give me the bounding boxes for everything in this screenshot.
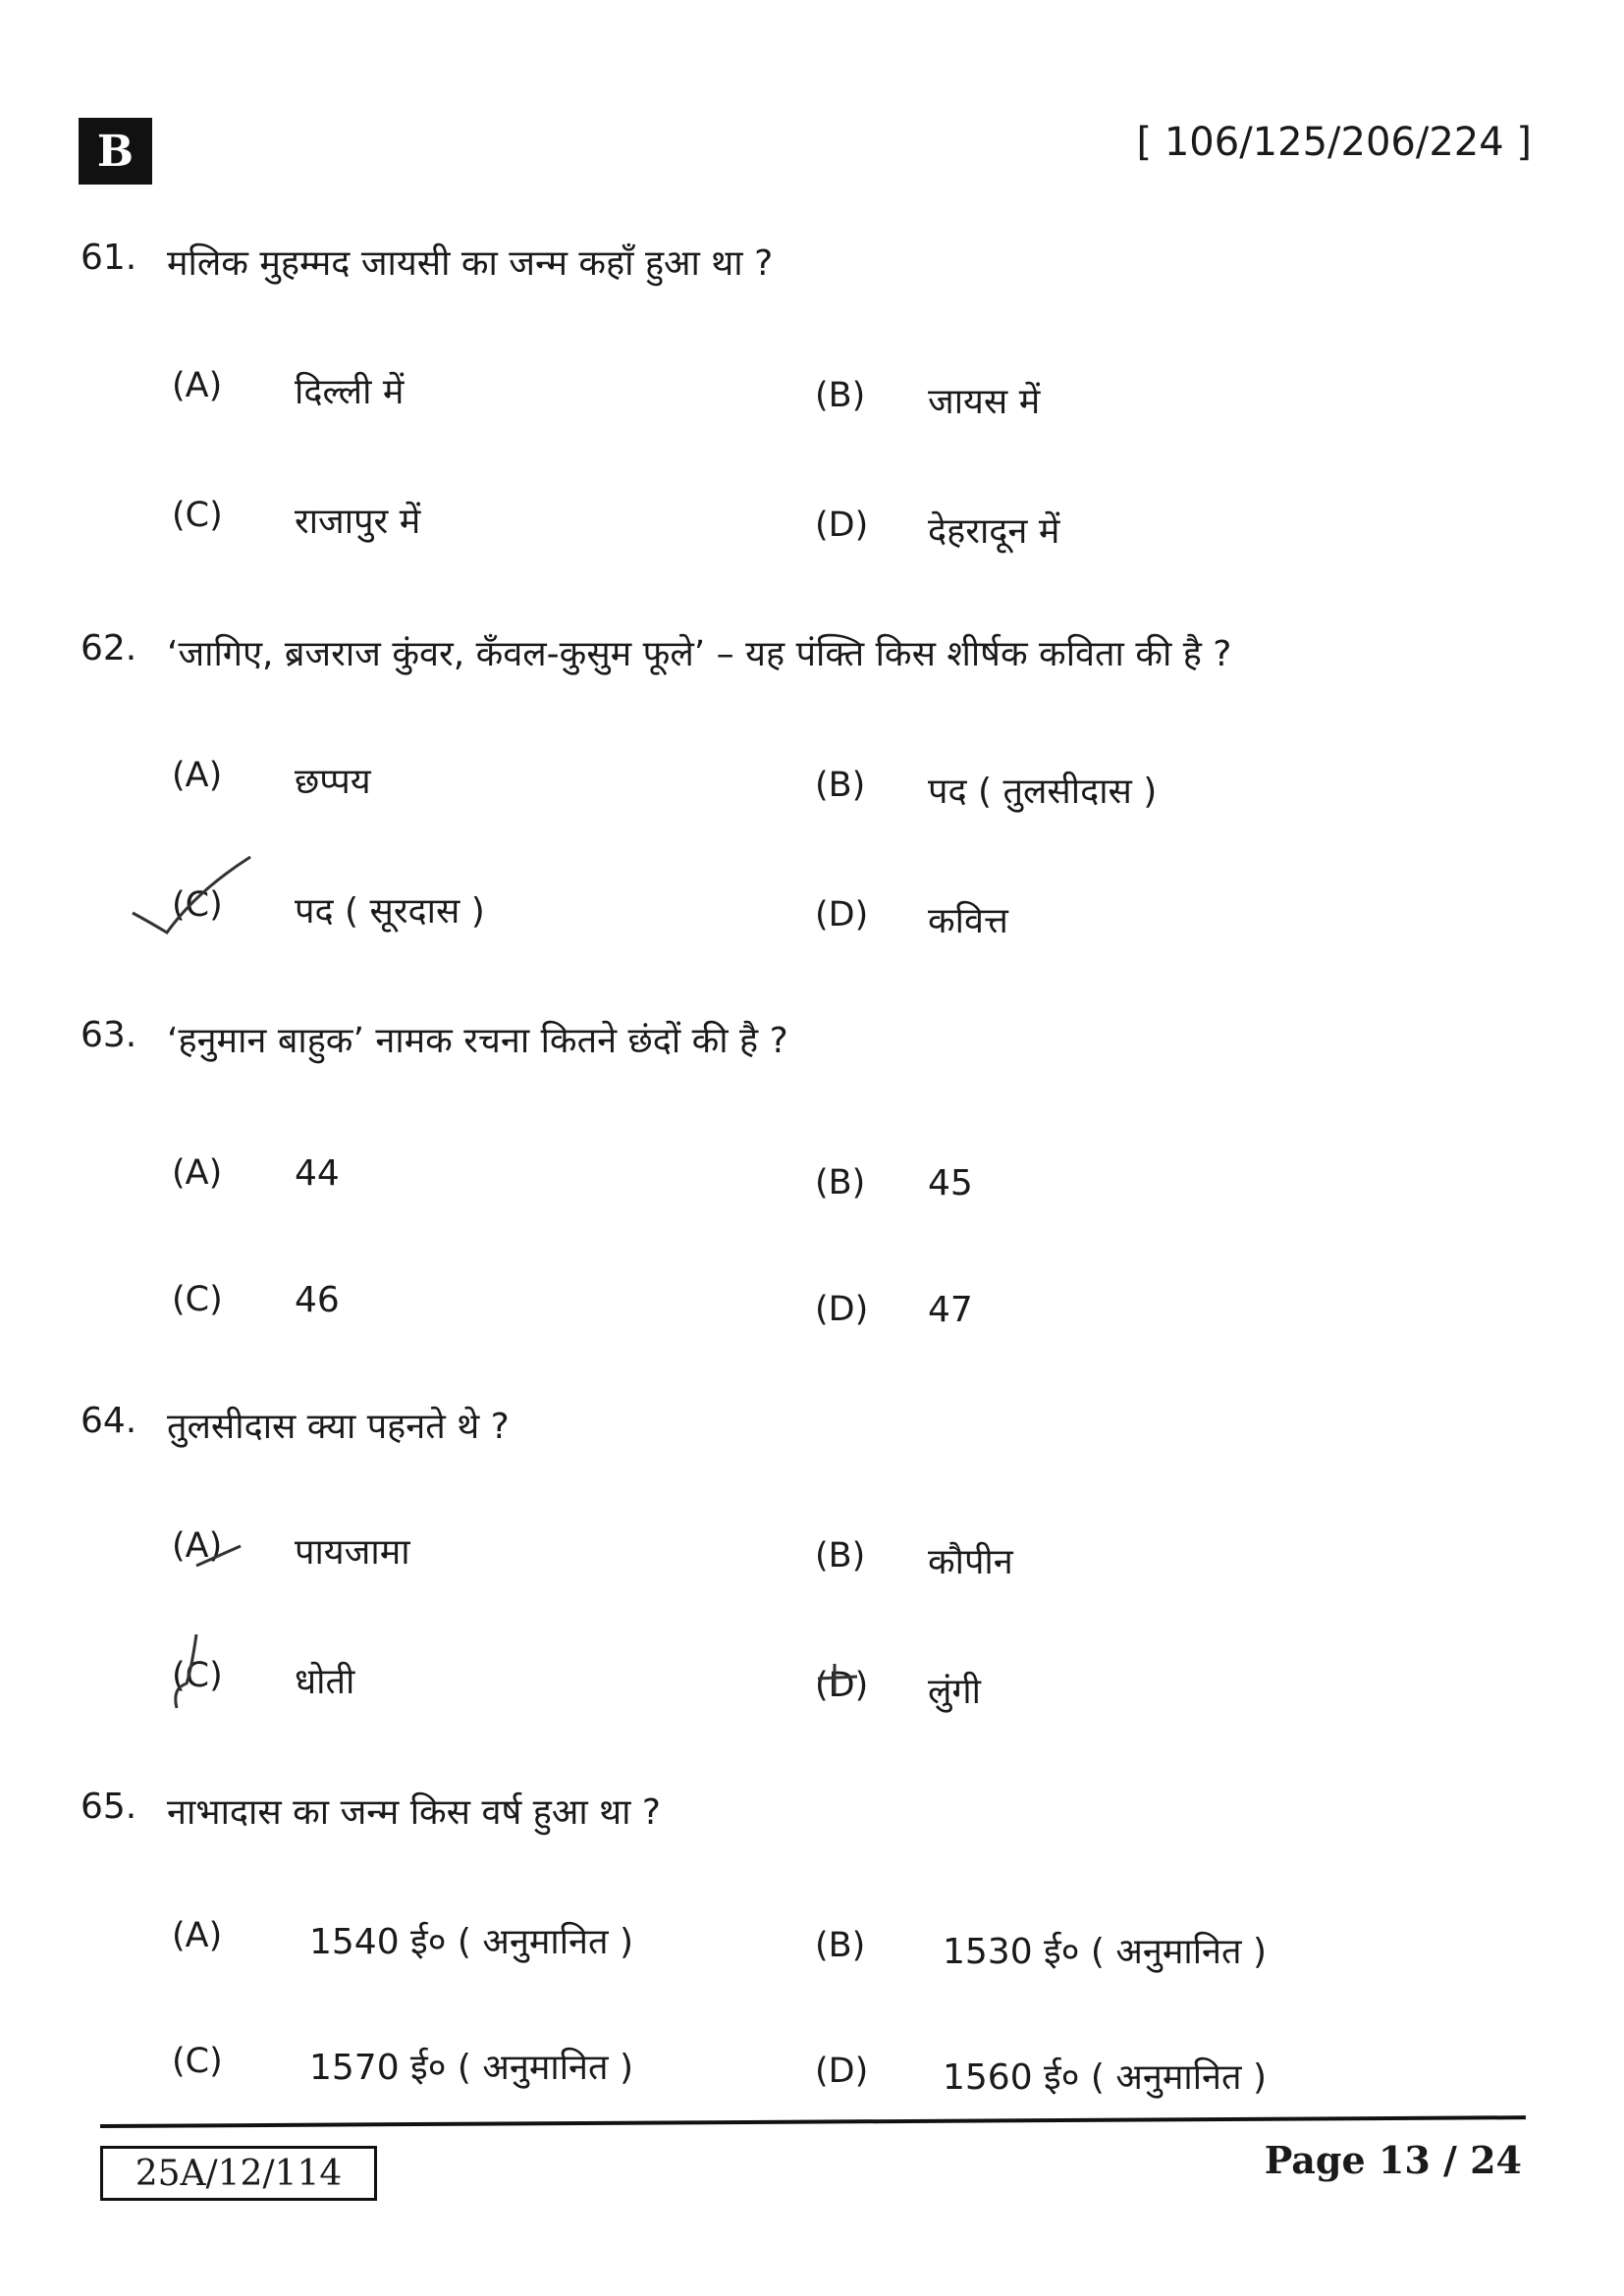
footer-divider xyxy=(100,2115,1526,2128)
option-text: धोती xyxy=(295,1662,355,1702)
question-text: ‘हनुमान बाहुक’ नामक रचना कितने छंदों की है ? xyxy=(167,1021,788,1061)
option-text: दिल्ली में xyxy=(295,372,405,412)
option-text: देहरादून में xyxy=(928,511,1060,552)
option-text: 1560 ई० ( अनुमानित ) xyxy=(943,2057,1268,2098)
question-number: 61. xyxy=(81,238,137,278)
booklet-code: 25A/12/114 xyxy=(100,2146,377,2201)
option-label: (C) xyxy=(172,496,223,535)
question-text: ‘जागिए, ब्रजराज कुंवर, कँवल-कुसुम फूले’ – यह पंक्ति किस शीर्षक कविता की है ? xyxy=(167,634,1232,674)
option-text: 46 xyxy=(295,1280,340,1320)
option-text: छप्पय xyxy=(295,762,371,802)
option-text: पद ( सूरदास ) xyxy=(295,891,485,932)
option-text: 1540 ई० ( अनुमानित ) xyxy=(309,1922,634,1962)
option-text: पद ( तुलसीदास ) xyxy=(928,772,1158,812)
handwritten-tick-mark xyxy=(128,852,260,940)
question-number: 64. xyxy=(81,1401,137,1441)
question-number: 62. xyxy=(81,628,137,668)
option-label: (D) xyxy=(815,2052,869,2091)
question-text: तुलसीदास क्या पहनते थे ? xyxy=(167,1407,510,1447)
option-text: राजापुर में xyxy=(295,502,421,542)
option-text: 44 xyxy=(295,1153,340,1194)
option-text: पायजामा xyxy=(295,1532,410,1573)
option-text: लुंगी xyxy=(928,1672,982,1712)
option-text: 45 xyxy=(928,1163,973,1203)
option-text: 1570 ई० ( अनुमानित ) xyxy=(309,2048,634,2088)
option-label: (C) xyxy=(172,1656,223,1695)
option-label: (A) xyxy=(172,1916,223,1955)
option-label: (C) xyxy=(172,2042,223,2081)
option-label: (C) xyxy=(172,885,223,925)
option-label: (A) xyxy=(172,756,223,795)
option-label: (A) xyxy=(172,366,223,405)
option-text: 47 xyxy=(928,1290,973,1330)
option-label: (C) xyxy=(172,1280,223,1319)
option-label: (D) xyxy=(815,1666,869,1705)
question-text: मलिक मुहम्मद जायसी का जन्म कहाँ हुआ था ? xyxy=(167,243,774,284)
option-text: 1530 ई० ( अनुमानित ) xyxy=(943,1932,1268,1972)
question-number: 65. xyxy=(81,1787,137,1827)
handwritten-strike-mark xyxy=(191,1536,250,1575)
question-number: 63. xyxy=(81,1015,137,1055)
option-label: (D) xyxy=(815,895,869,934)
option-label: (B) xyxy=(815,766,866,805)
option-label: (D) xyxy=(815,506,869,545)
handwritten-tick-mark xyxy=(167,1629,216,1718)
option-label: (B) xyxy=(815,1536,866,1575)
option-label: (B) xyxy=(815,1163,866,1202)
handwritten-strike-mark xyxy=(813,1659,862,1698)
option-text: जायस में xyxy=(928,382,1041,422)
paper-codes: [ 106/125/206/224 ] xyxy=(1136,120,1532,165)
page-number: Page 13 / 24 xyxy=(1264,2138,1522,2182)
option-text: कवित्त xyxy=(928,901,1008,941)
option-label: (B) xyxy=(815,1926,866,1965)
set-badge: B xyxy=(79,118,152,185)
option-label: (D) xyxy=(815,1290,869,1329)
option-label: (A) xyxy=(172,1153,223,1193)
option-text: कौपीन xyxy=(928,1542,1013,1582)
option-label: (A) xyxy=(172,1526,223,1566)
option-label: (B) xyxy=(815,376,866,415)
question-text: नाभादास का जन्म किस वर्ष हुआ था ? xyxy=(167,1792,661,1833)
